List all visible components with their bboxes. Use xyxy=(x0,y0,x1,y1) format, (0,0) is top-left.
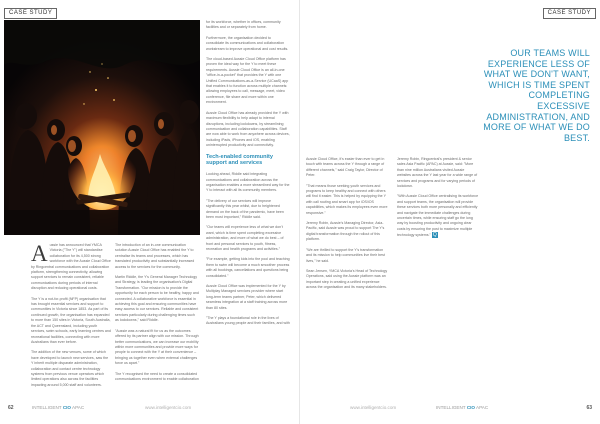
brand-region: APAC xyxy=(476,405,489,410)
article-column-2 xyxy=(115,243,199,387)
paragraph: for its workforce, whether in offices, community facilities and or separately from home. xyxy=(206,20,281,30)
paragraph-closing xyxy=(397,194,479,238)
paragraph: "For example, getting kids into the pool and teaching them to swim will become a much smoother process with all bookings, cancellations and questions being consolidated." xyxy=(206,257,290,278)
page-number-right: 63 xyxy=(586,405,592,411)
publication-brand-left xyxy=(32,405,84,410)
drop-cap: A xyxy=(31,241,48,266)
paragraph: "The Y plays a foundational role in the lives of Australians young people and their families, and with xyxy=(206,316,290,326)
brand-word: INTELLIGENT xyxy=(436,405,466,410)
brand-region: APAC xyxy=(72,405,85,410)
website-url-left[interactable]: www.intelligentcio.com xyxy=(145,405,192,410)
paragraph: Aussie Cloud Office has already provided the Y with maximum flexibility to help adapt to internal disruptions, including lockdowns, by streamlining communication and collaboration capabilities. Staff are now able to work from anywhere across devices, including iPads, iPhones and iOS, enabling uninterrupted productivity and connectivity. xyxy=(206,110,290,148)
paragraph: Furthermore, the organisation decided to consolidate its communications and collaboration workstream to improve operational and cost results. xyxy=(206,35,289,51)
paragraph: The Y recognised the need to create a consolidated communications environment to enable collaboration xyxy=(115,371,199,381)
website-url-right[interactable]: www.intelligentcio.com xyxy=(350,405,397,410)
end-mark-icon: Q xyxy=(432,232,437,239)
paragraph: The Y is a not-for-profit (NFP) organisation that has brought essential services and support to communities in Victoria since 1853. As part of its continued growth, the organisation has expanded to more than 150 sites in Victoria, South Australia, the ACT and Queensland, including youth services, swim schools, early learning centres and recreational facilities, connecting with more Australians than ever before. xyxy=(31,296,111,344)
publication-brand-right xyxy=(436,405,488,410)
paragraph: The addition of the new venues, some of which have developed to launch new services, saw the Y inherit multiple disparate administration, collaboration and contact centre technology systems from previous venue operators which limited operations also across the facilities impacting around 5,000 staff and volunteers. xyxy=(31,350,109,387)
paragraph: Jeremy Robin, Aussie's Managing Director, Asia-Pacific, said Aussie was proud to support The Y's digital transformation through the rollout of this platform. xyxy=(306,221,385,242)
article-column-3 xyxy=(206,20,290,332)
paragraph: Sean Jensen, YMCA Victoria's Head of Technology Operations, said using the Aussie platform was an important step in creating a unified experience across the organisation and its many stakeholders. xyxy=(306,268,388,290)
brand-cio: CIO xyxy=(62,405,71,410)
article-column-5 xyxy=(397,157,479,244)
article-column-1 xyxy=(31,243,111,393)
paragraph: Jeremy Robin, Ringcentral's president & senior sales Asia Pacific (APAC) at Aussie, said: "More than nine million Australians visited Aussie websites across the Y last year for a wide range of services and programs and for varying periods of lockdown. xyxy=(397,157,478,189)
page-fold xyxy=(299,0,300,424)
paragraph: "That means those seeking youth services and programs to keep healthy and connect with others will find it easier. This is helped by equipping the Y with call routing and smart app for iOS/iOS capabilities, which makes its employees even more responsive." xyxy=(306,183,388,215)
paragraph: Aussie Cloud Office, it's easier than ever to get in touch with teams across the Y through a range of different channels," said Craig Taylor, Director of Peter. xyxy=(306,157,385,178)
paragraph: The cloud-based Aussie Cloud Office platform has proven the ideal way for the Y to meet these requirements. Aussie Cloud Office is an all-in-one "office-in-a-pocket" that provides the Y with one Unified Communications-as-a-Service (UCaaS) app that enables it to function across multiple channels: allowing employees to call, message, meet, video conference, file share and more within one environment. xyxy=(206,57,289,105)
paragraph: Aussie Cloud Office was implemented for the Y by Multiplay Managed services provider where start long-term teams partner, Peter, which delivered seamless integration at a staff training across more than 80 sites. xyxy=(206,284,288,310)
page-footer xyxy=(0,405,600,415)
section-subheading: Tech-enabled community support and services xyxy=(206,153,274,167)
campfire-photo xyxy=(4,20,200,235)
paragraph: "Aussie was a natural fit for us as the outcomes offered by its partner align with our mission. Through better communications, we can increase our mobility within more communities and provide more ways for people to connect with the Y at their convenience – bringing us together even when external challenges force us apart." xyxy=(115,328,199,366)
paragraph: "The delivery of our services will improve significantly this year whilst, due to heightened demand on the back of the pandemic, have been been most important," Riddle said. xyxy=(206,198,284,219)
campfire-group-photo-icon xyxy=(4,20,200,235)
page-number-left: 62 xyxy=(8,405,14,411)
paragraph-text: ussie has announced that YMCA Victoria ("The Y") will standardise collaboration for its 4,500 strong workforce with the Aussie Cloud Office by Ringcentral communications and collaboration platform, strengthening connectivity, allowing support services to remain consistent, reliable communications during periods of internal disruption and reducing operational costs. xyxy=(31,243,111,291)
intro-paragraph xyxy=(31,243,111,292)
paragraph: "Our teams will experience less of what we don't want, which is time spent completing excessive administration, and more of what we do best – of front and personal services to youth, fitness, recreation and health programs and activities." xyxy=(206,225,284,251)
paragraph: Looking ahead, Riddle said integrating communications and collaboration across the organisation enables a more streamlined way for the Y to interact with all its community members. xyxy=(206,172,290,193)
brand-cio: CIO xyxy=(466,405,475,410)
paragraph: "We are thrilled to support the Y's transformation and its mission to help communities live their best lives," he said. xyxy=(306,247,385,263)
paragraph: Martin Riddle, the Y's General Manager Technology and Strategy, is leading the organisation's Digital Transformation. "Our mission is to provide the opportunity for each person to be healthy, happy and connected. A collaborative workforce is essential in achieving this goal and ensuring communities have easy access to our services. Reliable and consistent services particularly during challenging times such as lockdowns," said Riddle. xyxy=(115,275,199,323)
brand-word: INTELLIGENT xyxy=(32,405,62,410)
paragraph: The introduction of an in-one communication solution Aussie Cloud Office has enabled the Y to centralise its teams and processes, which has translated productivity and substantially increased access to the services for the community. xyxy=(115,243,195,269)
paragraph-text: "With Aussie Cloud Office centralising its workforce and support teams, the organisation will provide these services both more personally and efficiently and navigate the immediate challenges during uncertain times, while ensuring staff go the long way by boosting productivity and ongoing clear costs by ensuring the post to maximize multiple technology systems." xyxy=(397,194,479,238)
article-column-4 xyxy=(306,157,388,296)
pull-quote: OUR TEAMS WILL EXPERIENCE LESS OF WHAT WE DON'T WANT, WHICH IS TIME SPENT COMPLETING EXCESSIVE ADMINISTRATION, AND MORE OF WHAT WE DO BEST. xyxy=(483,48,590,143)
case-study-tag-left: CASE STUDY xyxy=(4,8,57,19)
case-study-tag-right: CASE STUDY xyxy=(543,8,596,19)
